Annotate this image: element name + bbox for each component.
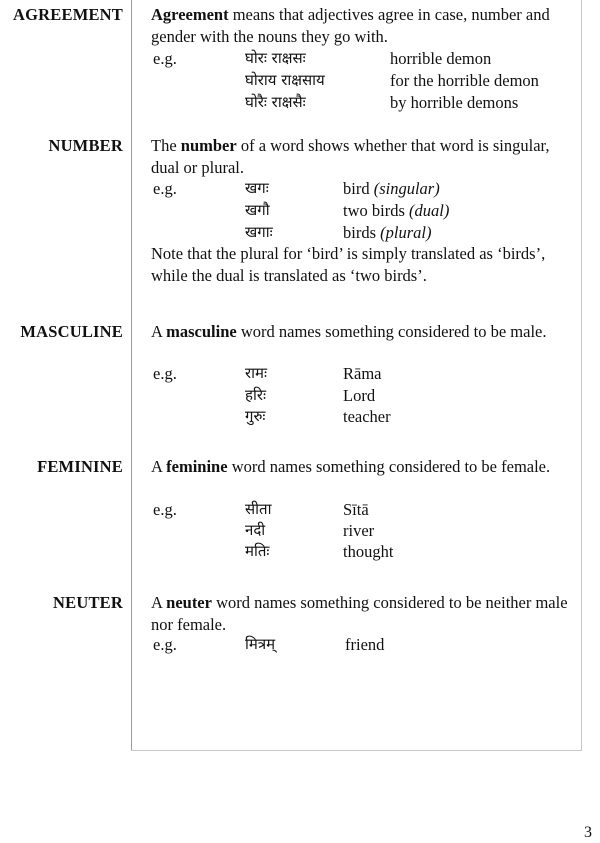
- example-sanskrit: नदी: [245, 521, 266, 539]
- example-sanskrit: हरिः: [245, 386, 267, 404]
- eg-label: e.g.: [153, 635, 177, 654]
- definition: A feminine word names something considered to be female.: [151, 457, 551, 476]
- example-english: by horrible demons: [390, 93, 519, 112]
- definition-term: feminine: [166, 457, 228, 476]
- example-sanskrit: खगाः: [245, 223, 273, 241]
- example-english: thought: [343, 542, 394, 561]
- example-english: Lord: [343, 386, 376, 405]
- example-sanskrit: रामः: [245, 364, 268, 382]
- example-english: birds (plural): [343, 223, 432, 242]
- example-sanskrit: गुरुः: [245, 407, 266, 425]
- example-sanskrit: खगः: [245, 179, 269, 197]
- definition-term: neuter: [166, 593, 212, 612]
- eg-label: e.g.: [153, 500, 177, 519]
- frame-right-edge: [581, 0, 582, 750]
- example-sanskrit: खगौ: [245, 201, 270, 219]
- eg-label: e.g.: [153, 364, 177, 383]
- definition-term: number: [180, 136, 237, 155]
- example-english: teacher: [343, 407, 391, 426]
- term-heading: NEUTER: [53, 593, 123, 612]
- example-sanskrit: घोराय राक्षसाय: [245, 71, 325, 89]
- example-english: horrible demon: [390, 49, 492, 68]
- page-number: 3: [584, 824, 592, 841]
- example-english: river: [343, 521, 375, 540]
- definition: A neuter word names something considered to be neither male nor female.: [151, 593, 568, 634]
- definition: Agreement means that adjectives agree in case, number and gender with the nouns they go with.: [151, 5, 550, 46]
- term-heading: AGREEMENT: [13, 5, 123, 24]
- footnote: Note that the plural for ‘bird’ is simply translated as ‘birds’, while the dual is translated as ‘two birds’.: [151, 244, 546, 285]
- column-divider: [131, 0, 132, 750]
- definition-term: masculine: [166, 322, 237, 341]
- definition: A masculine word names something considered to be male.: [151, 322, 547, 341]
- example-english: two birds (dual): [343, 201, 450, 220]
- term-heading: NUMBER: [48, 136, 123, 155]
- term-heading: FEMININE: [37, 457, 123, 476]
- example-english: bird (singular): [343, 179, 440, 198]
- term-heading: MASCULINE: [20, 322, 123, 341]
- definition-term: Agreement: [151, 5, 229, 24]
- example-english: Rāma: [343, 364, 382, 383]
- example-sanskrit: घोरः राक्षसः: [245, 49, 306, 67]
- eg-label: e.g.: [153, 49, 177, 68]
- example-english: for the horrible demon: [390, 71, 539, 90]
- eg-label: e.g.: [153, 179, 177, 198]
- example-sanskrit: मतिः: [245, 542, 270, 560]
- example-english: friend: [345, 635, 385, 654]
- definition: The number of a word shows whether that word is singular, dual or plural.: [151, 136, 550, 177]
- example-sanskrit: सीता: [245, 500, 272, 518]
- example-sanskrit: मित्रम्: [245, 635, 276, 653]
- example-sanskrit: घोरैः राक्षसैः: [245, 93, 306, 111]
- frame-bottom-edge: [131, 750, 582, 751]
- example-english: Sītā: [343, 500, 369, 519]
